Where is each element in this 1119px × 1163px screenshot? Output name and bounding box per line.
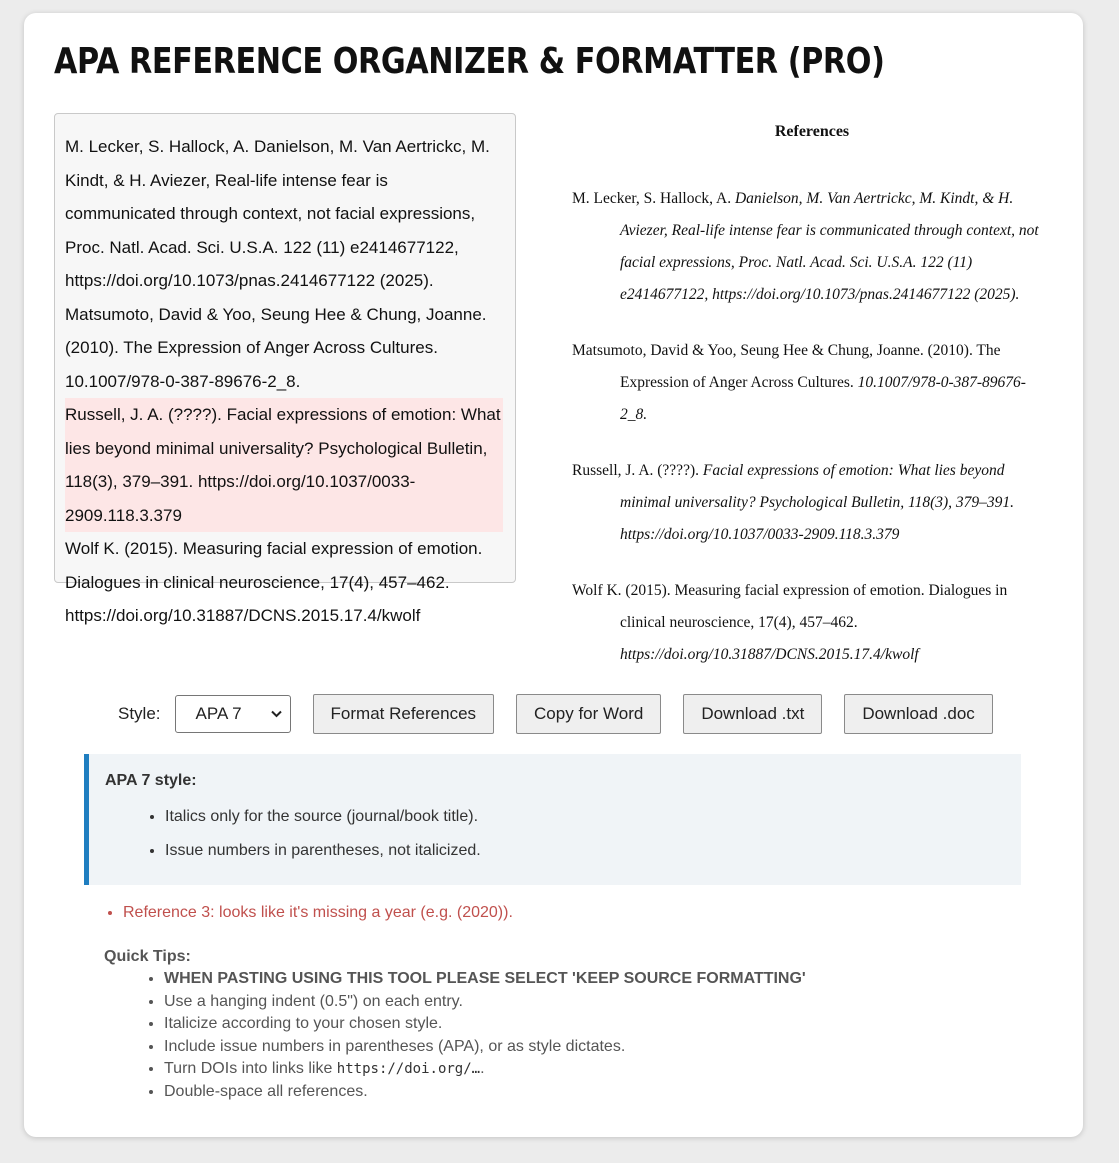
format-references-button[interactable]: Format References	[313, 694, 495, 734]
ref-plain: Wolf K. (2015). Measuring facial expression of emotion. Dialogues in clinical neuroscience, 17(4), 457–462.	[572, 582, 1008, 631]
page-title: APA REFERENCE ORGANIZER & FORMATTER (PRO)	[54, 41, 885, 82]
ref-plain: M. Lecker, S. Hallock, A.	[572, 190, 735, 207]
tip-text: .	[480, 1060, 485, 1077]
input-entry-4: Wolf K. (2015). Measuring facial expression of emotion. Dialogues in clinical neuroscience, 17(4), 457–462. https://doi.org/10.31887/DCNS.2015.17.4/kwolf	[65, 539, 483, 625]
formatted-reference-1	[572, 183, 1052, 311]
tips-title: Quick Tips:	[104, 948, 191, 965]
input-entry-3-flagged: Russell, J. A. (????). Facial expressions of emotion: What lies beyond minimal universality? Psychological Bulletin, 118(3), 379–391. https://doi.org/10.1037/0033-2909.118.3.379	[65, 398, 503, 532]
ref-italic: Danielson, M. Van Aertrickc, M. Kindt, & H. Aviezer, Real-life intense fear is communicated through context, not facial expressions, Proc. Natl. Acad. Sci. U.S.A. 122 (11) e2414677122, https://doi.org/10.1073/pnas.2414677122 (2025).	[620, 190, 1039, 303]
ref-italic: https://doi.org/10.31887/DCNS.2015.17.4/kwolf	[620, 646, 919, 663]
formatted-preview	[572, 113, 1052, 695]
style-select[interactable]	[175, 695, 291, 733]
style-label: Style:	[118, 704, 161, 723]
style-select-value: APA 7	[195, 704, 242, 723]
tip-item: • WHEN PASTING USING THIS TOOL PLEASE SELECT 'KEEP SOURCE FORMATTING'	[164, 968, 806, 991]
chevron-down-icon	[271, 710, 282, 718]
controls-bar	[118, 694, 1015, 734]
download-txt-button[interactable]: Download .txt	[683, 694, 822, 734]
tip-item: • Double-space all references.	[164, 1081, 806, 1104]
tip-item	[164, 1058, 806, 1081]
formatted-reference-4	[572, 575, 1052, 671]
style-info-item: • Italics only for the source (journal/book title).	[165, 800, 1005, 834]
warning-item: • Reference 3: looks like it's missing a year (e.g. (2020)).	[123, 904, 513, 922]
formatted-reference-2	[572, 335, 1052, 431]
main-card	[24, 13, 1083, 1137]
download-doc-button[interactable]: Download .doc	[844, 694, 992, 734]
warnings-list	[104, 904, 513, 922]
copy-for-word-button[interactable]: Copy for Word	[516, 694, 661, 734]
style-info-panel	[84, 754, 1021, 885]
ref-italic: 10.1007/978-0-387-89676-2_8.	[620, 374, 1026, 423]
ref-italic: Facial expressions of emotion: What lies beyond minimal universality? Psychological Bulletin, 118(3), 379–391. https://doi.org/10.1037/0033-2909.118.3.379	[620, 462, 1015, 543]
ref-plain: Russell, J. A. (????).	[572, 462, 703, 479]
input-entry-2: Matsumoto, David & Yoo, Seung Hee & Chung, Joanne. (2010). The Expression of Anger Across Cultures. 10.1007/978-0-387-89676-2_8.	[65, 304, 487, 391]
quick-tips	[104, 948, 806, 1103]
style-info-title: APA 7 style:	[105, 772, 197, 789]
tips-list	[104, 968, 806, 1103]
reference-input[interactable]	[54, 113, 516, 625]
doi-example-code: https://doi.org/…	[336, 1061, 481, 1077]
style-info-list	[105, 800, 1005, 868]
tip-item: • Include issue numbers in parentheses (APA), or as style dictates.	[164, 1036, 806, 1059]
formatted-reference-3	[572, 455, 1052, 551]
style-info-item: • Issue numbers in parentheses, not italicized.	[165, 834, 1005, 868]
tip-text: Turn DOIs into links like	[164, 1060, 337, 1077]
tip-item: • Italicize according to your chosen style.	[164, 1013, 806, 1036]
ref-plain: Matsumoto, David & Yoo, Seung Hee & Chung, Joanne. (2010). The Expression of Anger Across Cultures.	[572, 342, 1001, 391]
preview-title: References	[774, 123, 850, 140]
input-entry-1: M. Lecker, S. Hallock, A. Danielson, M. Van Aertrickc, M. Kindt, & H. Aviezer, Real-life intense fear is communicated through context, not facial expressions, Proc. Natl. Acad. Sci. U.S.A. 122 (11) e2414677122, https://doi.org/10.1073/pnas.2414677122 (2025).	[65, 137, 490, 290]
tip-item: • Use a hanging indent (0.5") on each entry.	[164, 991, 806, 1014]
